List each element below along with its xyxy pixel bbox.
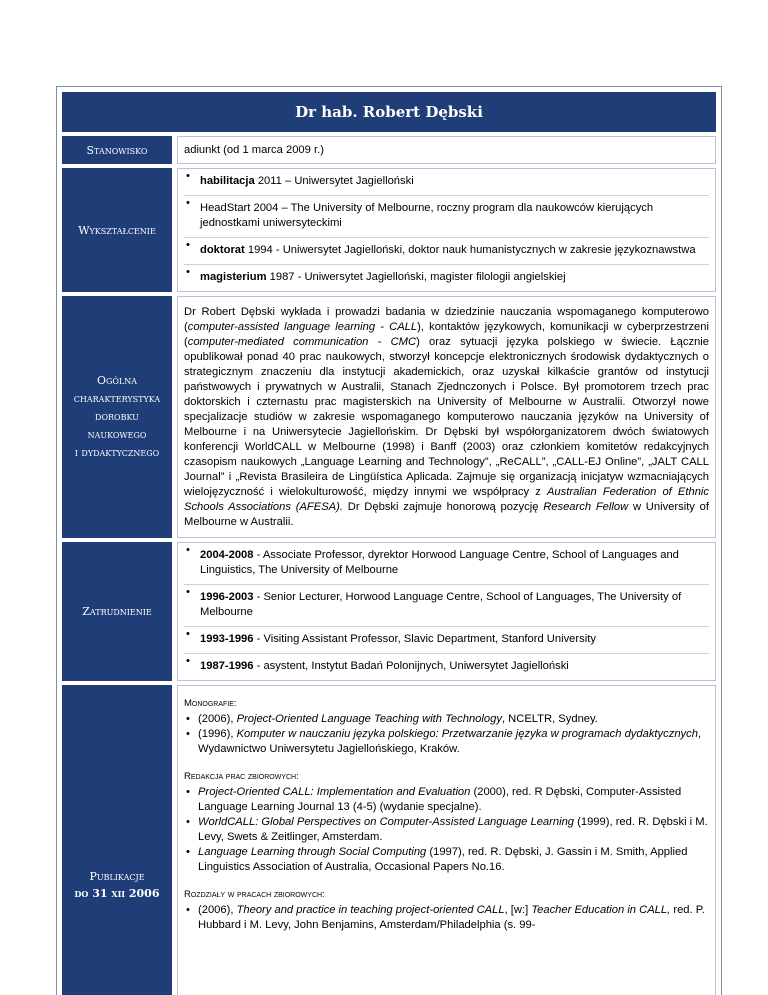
- zatrudnienie-content: [177, 542, 716, 681]
- employment-item: [184, 585, 709, 627]
- desc-italic: Research Fellow: [543, 501, 629, 513]
- label-ogolna-line: i dydaktycznego: [74, 446, 160, 459]
- publication-title: Project-Oriented Language Teaching with Technology: [236, 713, 502, 725]
- label-zatrudnienie-text: Zatrudnienie: [82, 605, 152, 618]
- publication-text: red. P. Hubbard i M. Levy, John Benjamins, Amsterdam/Philadelphia (s. 99-: [198, 904, 705, 931]
- publication-title: Language Learning through Social Computing: [198, 846, 427, 858]
- label-publikacje-line: Publikacje: [89, 870, 145, 883]
- label-zatrudnienie: [62, 542, 172, 681]
- label-ogolna-line: dorobku: [95, 410, 139, 423]
- label-wyksztalcenie: [62, 168, 172, 292]
- publication-item: [184, 727, 709, 757]
- label-ogolna-line: naukowego: [87, 428, 147, 441]
- education-item: [184, 196, 709, 238]
- wyksztalcenie-content: [177, 168, 716, 292]
- label-stanowisko-text: Stanowisko: [86, 143, 148, 157]
- row-stanowisko: [62, 136, 716, 164]
- label-publikacje: [62, 685, 172, 995]
- employment-years: 2004-2008: [200, 549, 254, 561]
- publication-group-header: Redakcja prac zbiorowych:: [184, 771, 299, 782]
- cv-title: Dr hab. Robert Dębski: [62, 92, 716, 132]
- education-item: [184, 265, 709, 291]
- publication-title: Komputer w nauczaniu języka polskiego: Przetwarzanie języka w programach dydaktycznych: [236, 728, 698, 740]
- row-ogolna: [62, 296, 716, 538]
- label-wyksztalcenie-text: Wykształcenie: [78, 223, 156, 237]
- desc-text: w University of Melbourne w Australii.: [184, 501, 709, 528]
- desc-text: ) oraz sytuacji języka polskiego w świecie. Łącznie opublikował ponad 40 prac naukowych, stworzył koncepcje elektronicznych środowisk dydaktycznych o strategicznym znaczeniu dla instytucji akademickich, oraz uzyskał kilkaście grantów od instytucji państwowych i prywatnych w Australii, Stanach Zjednczonych i Polsce. Był promotorem trzech prac doktorskich i czternastu prac magisterskich na University of Melbourne w Australii. Otworzył nowe specjalizacje studiów w zakresie wspomaganego komputerowo nauczania języków na University of Melbourne i na Uniwersytecie Jagiellońskim. Dr Dębski był współorganizatorem dwóch światowych konferencji WorldCALL w Melbourne (1998) i Banff (2003) oraz członkiem komitetów redakcyjnych czasopism naukowych „Language Learning and Technology”, „ReCALL”, „CALL-EJ Online”, „JALT CALL Journal” i „Revista Brasileira de Lingüística Aplicada. Zajmuje się organizacją inicjatyw wzmacniających wielojęzyczność i wielokulturowość, między innymi we współpracy z: [184, 336, 709, 498]
- publication-title: Project-Oriented CALL: Implementation and Evaluation: [198, 786, 471, 798]
- employment-years: 1987-1996: [200, 660, 254, 672]
- publication-title: Teacher Education in CALL,: [531, 904, 671, 916]
- publication-text: (2000), red. R Dębski, Computer-Assisted Language Learning Journal 13 (4-5) (wydanie specjalne).: [198, 786, 682, 813]
- education-degree: doktorat: [200, 244, 245, 256]
- education-item: [184, 169, 709, 196]
- label-stanowisko: [62, 136, 172, 164]
- publication-item: [184, 712, 709, 727]
- employment-years: 1993-1996: [200, 633, 254, 645]
- stanowisko-value: [177, 136, 716, 164]
- ogolna-description: [177, 296, 716, 538]
- publication-group-header: Rozdziały w pracach zbiorowych:: [184, 889, 325, 900]
- label-ogolna: [62, 296, 172, 538]
- publication-text: (2006),: [198, 713, 237, 725]
- publication-text: , NCELTR, Sydney.: [501, 713, 598, 725]
- education-detail: HeadStart 2004 – The University of Melbourne, roczny program dla naukowców kierujących jednostkami uniwersyteckimi: [200, 202, 654, 229]
- publication-list: [184, 785, 709, 875]
- label-ogolna-line: Ogólna: [96, 374, 138, 387]
- desc-text: Dr Robert Dębski wykłada i prowadzi badania w dziedzinie nauczania wspomaganego komputerowo (: [184, 306, 709, 333]
- label-publikacje-line: do 31 xii 2006: [74, 887, 160, 900]
- employment-list: [184, 543, 709, 680]
- education-detail: 1994 - Uniwersytet Jagielloński, doktor nauk humanistycznych w zakresie językoznawstwa: [244, 244, 696, 256]
- desc-italic: computer-assisted language learning - CALL: [187, 321, 418, 333]
- desc-text: Dr Dębski zajmuje honorową pozycję: [342, 501, 544, 513]
- employment-detail: - Senior Lecturer, Horwood Language Centre, School of Languages, The University of Melbourne: [200, 591, 682, 618]
- education-degree: habilitacja: [200, 175, 255, 187]
- desc-italic: Australian Federation of Ethnic Schools Associations (AFESA).: [184, 486, 709, 513]
- employment-detail: - asystent, Instytut Badań Polonijnych, Uniwersytet Jagielloński: [253, 660, 569, 672]
- employment-item: [184, 627, 709, 654]
- employment-years: 1996-2003: [200, 591, 254, 603]
- publikacje-content: [177, 685, 716, 995]
- publication-text: (1997), red. R. Dębski, J. Gassin i M. Smith, Applied Linguistics Association of Australia, Occasional Papers No.16.: [198, 846, 688, 873]
- stanowisko-text: adiunkt (od 1 marca 2009 r.): [184, 144, 324, 156]
- publication-text: , Wydawnictwo Uniwersytetu Jagiellońskiego, Kraków.: [198, 728, 702, 755]
- publication-text: (1996),: [198, 728, 237, 740]
- education-item: [184, 238, 709, 265]
- publication-text: , [w:]: [504, 904, 532, 916]
- publication-item: [184, 785, 709, 815]
- row-wyksztalcenie: [62, 168, 716, 292]
- education-detail: 1987 - Uniwersytet Jagielloński, magister filologii angielskiej: [266, 271, 566, 283]
- employment-detail: - Associate Professor, dyrektor Horwood Language Centre, School of Languages and Linguistics, The University of Melbourne: [200, 549, 679, 576]
- education-detail: 2011 – Uniwersytet Jagielloński: [254, 175, 414, 187]
- cv-table: [56, 86, 722, 995]
- publication-text: (2006),: [198, 904, 237, 916]
- publication-list: [184, 712, 709, 757]
- row-zatrudnienie: [62, 542, 716, 681]
- label-ogolna-line: charakterystyka: [73, 392, 161, 405]
- row-publikacje: [62, 685, 716, 995]
- publication-text: (1999), red. R. Dębski i M. Levy, Swets & Zeitlinger, Amsterdam.: [198, 816, 708, 843]
- desc-text: ), kontaktów językowych, komunikacji w cyberprzestrzeni (: [184, 321, 709, 348]
- label-publikacje-text: [74, 868, 159, 902]
- publication-list: [184, 903, 709, 933]
- publication-group-header: Monografie:: [184, 698, 237, 709]
- employment-item: [184, 654, 709, 680]
- publication-title: Theory and practice in teaching project-oriented CALL: [236, 904, 505, 916]
- desc-italic: computer-mediated communication - CMC: [187, 336, 417, 348]
- label-ogolna-text: [74, 372, 160, 462]
- education-degree: magisterium: [200, 271, 267, 283]
- publication-item: [184, 845, 709, 875]
- publication-title: WorldCALL: Global Perspectives on Computer-Assisted Language Learning: [198, 816, 575, 828]
- publication-item: [184, 815, 709, 845]
- education-list: [184, 169, 709, 291]
- employment-detail: - Visiting Assistant Professor, Slavic Department, Stanford University: [253, 633, 596, 645]
- publication-item: [184, 903, 709, 933]
- employment-item: [184, 543, 709, 585]
